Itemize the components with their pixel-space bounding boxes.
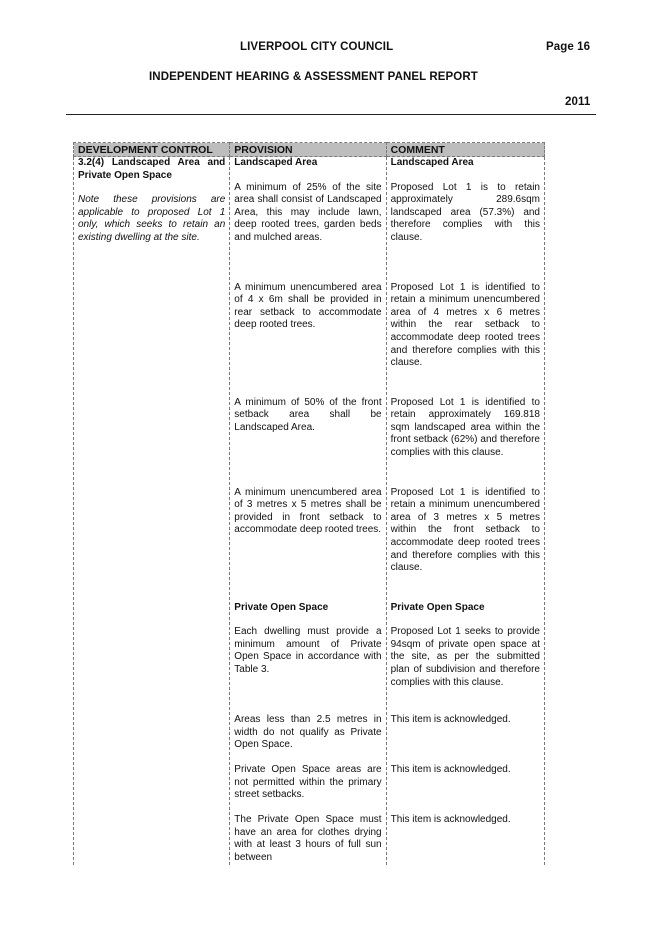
comment-item: This item is acknowledged. xyxy=(390,714,511,726)
control-note: Note these provisions are applicable to proposed Lot 1 only, which seeks to retain an existing dwelling at the site. xyxy=(78,194,226,243)
page-number: Page 16 xyxy=(546,41,591,53)
comment-heading: Landscaped Area xyxy=(390,157,474,168)
header-rule xyxy=(66,114,596,115)
provision-item: A minimum of 25% of the site area shall consist of Landscaped Area, this may include lawn, deep rooted trees, garden beds and mulched areas. xyxy=(234,181,382,243)
provision-item: A minimum of 50% of the front setback area shall be Landscaped Area. xyxy=(234,396,382,433)
comment-item: Proposed Lot 1 is to retain approximately 289.6sqm landscaped area (57.3%) and therefore complies with this clause. xyxy=(390,181,540,243)
council-name: LIVERPOOL CITY COUNCIL xyxy=(240,41,394,53)
provision-heading: Landscaped Area xyxy=(234,157,318,168)
development-control-cell xyxy=(74,157,230,865)
report-year: 2011 xyxy=(565,96,591,108)
comment-item: This item is acknowledged. xyxy=(390,814,511,826)
provision-item: Private Open Space areas are not permitted within the primary street setbacks. xyxy=(234,764,382,801)
provision-cell xyxy=(230,157,386,865)
comment-item: Proposed Lot 1 seeks to provide 94sqm of private open space at the site, as per the submitted plan of subdivision and therefore complies with this clause. xyxy=(390,626,540,688)
comment-item: Proposed Lot 1 is identified to retain a minimum unencumbered area of 4 metres x 6 metres within the rear setback to accommodate deep rooted trees and therefore complies with this clause. xyxy=(390,281,540,369)
provision-item: Each dwelling must provide a minimum amount of Private Open Space in accordance with Table 3. xyxy=(234,626,382,675)
development-control-table xyxy=(73,142,545,865)
table-row xyxy=(74,157,545,865)
report-title: INDEPENDENT HEARING & ASSESSMENT PANEL REPORT xyxy=(149,71,478,83)
comment-cell xyxy=(386,157,544,865)
comment-item: This item is acknowledged. xyxy=(390,764,511,776)
provision-item: A minimum unencumbered area of 4 x 6m shall be provided in rear setback to accommodate deep rooted trees. xyxy=(234,281,382,331)
comment-item: Proposed Lot 1 is identified to retain approximately 169.818 sqm landscaped area within the front setback (62%) and therefore complies with this clause. xyxy=(390,396,540,458)
column-header-provision: PROVISION xyxy=(230,143,386,157)
provision-item: A minimum unencumbered area of 3 metres x 5 metres shall be provided in front setback to accommodate deep rooted trees. xyxy=(234,486,382,536)
provision-item: Areas less than 2.5 metres in width do not qualify as Private Open Space. xyxy=(234,714,382,751)
provision-heading: Private Open Space xyxy=(234,601,329,613)
column-header-development-control: DEVELOPMENT CONTROL xyxy=(74,143,230,157)
comment-heading: Private Open Space xyxy=(390,601,485,613)
provision-item: The Private Open Space must have an area for clothes drying with at least 3 hours of full sun between xyxy=(234,814,382,863)
comment-item: Proposed Lot 1 is identified to retain a minimum unencumbered area of 3 metres x 5 metres within the front setback to accommodate deep rooted trees and therefore complies with this clause. xyxy=(390,486,540,574)
table-header-row xyxy=(74,143,545,157)
control-title: 3.2(4) Landscaped Area and Private Open Space xyxy=(78,157,226,181)
column-header-comment: COMMENT xyxy=(386,143,544,157)
